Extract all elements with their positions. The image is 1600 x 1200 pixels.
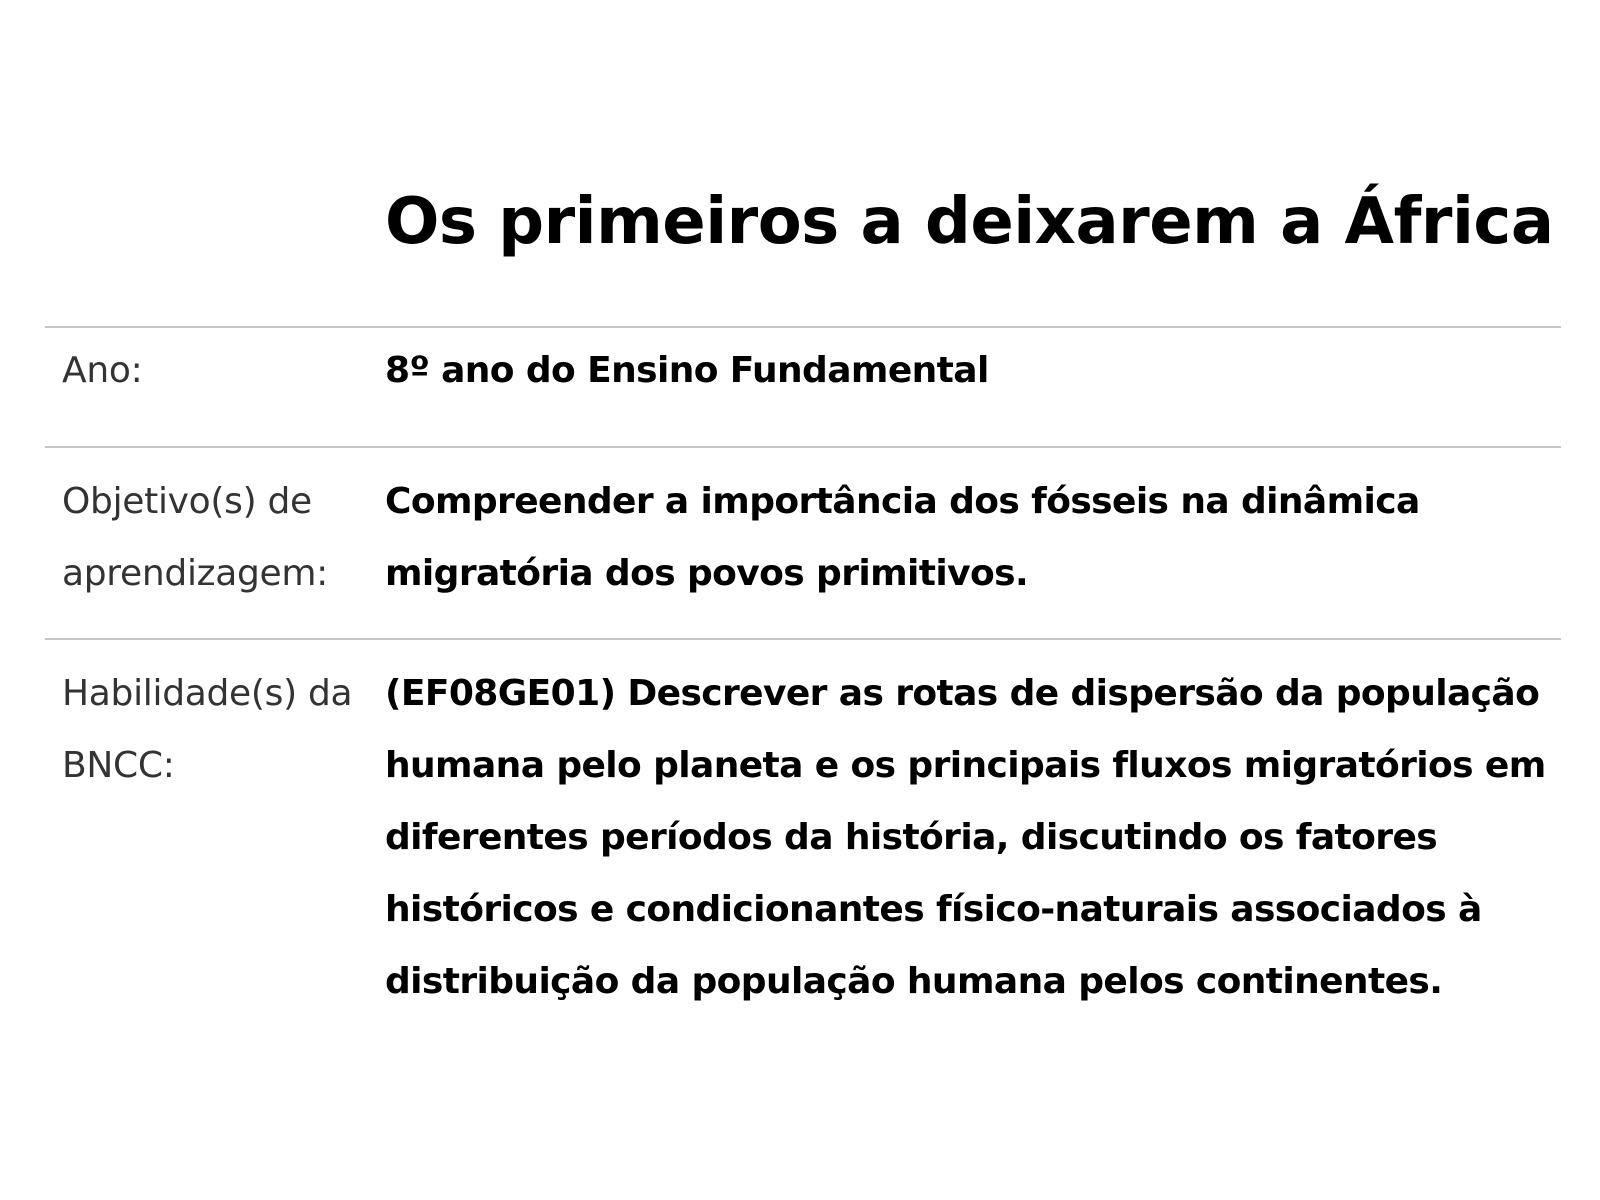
year-label: Ano: [62, 350, 143, 391]
info-row-year [45, 326, 1561, 446]
bncc-skills-label: Habilidade(s) da BNCC: [62, 673, 353, 786]
lesson-info-table [45, 326, 1561, 1002]
bncc-skills-value: (EF08GE01) Descrever as rotas de dispersão da população humana pelo planeta e os principais fluxos migratórios em diferentes períodos da história, discutindo os fatores históricos e condicionantes físico-naturais associados à distribuição da população humana pelos continentes. [385, 673, 1546, 1002]
objectives-value: Compreender a importância dos fósseis na dinâmica migratória dos povos primitivos. [385, 481, 1420, 594]
info-row-bncc-skills [45, 638, 1561, 1002]
info-row-objectives [45, 446, 1561, 638]
objectives-label: Objetivo(s) de aprendizagem: [62, 481, 328, 594]
page-title: Os primeiros a deixarem a África [385, 185, 1554, 259]
year-value: 8º ano do Ensino Fundamental [385, 350, 989, 391]
